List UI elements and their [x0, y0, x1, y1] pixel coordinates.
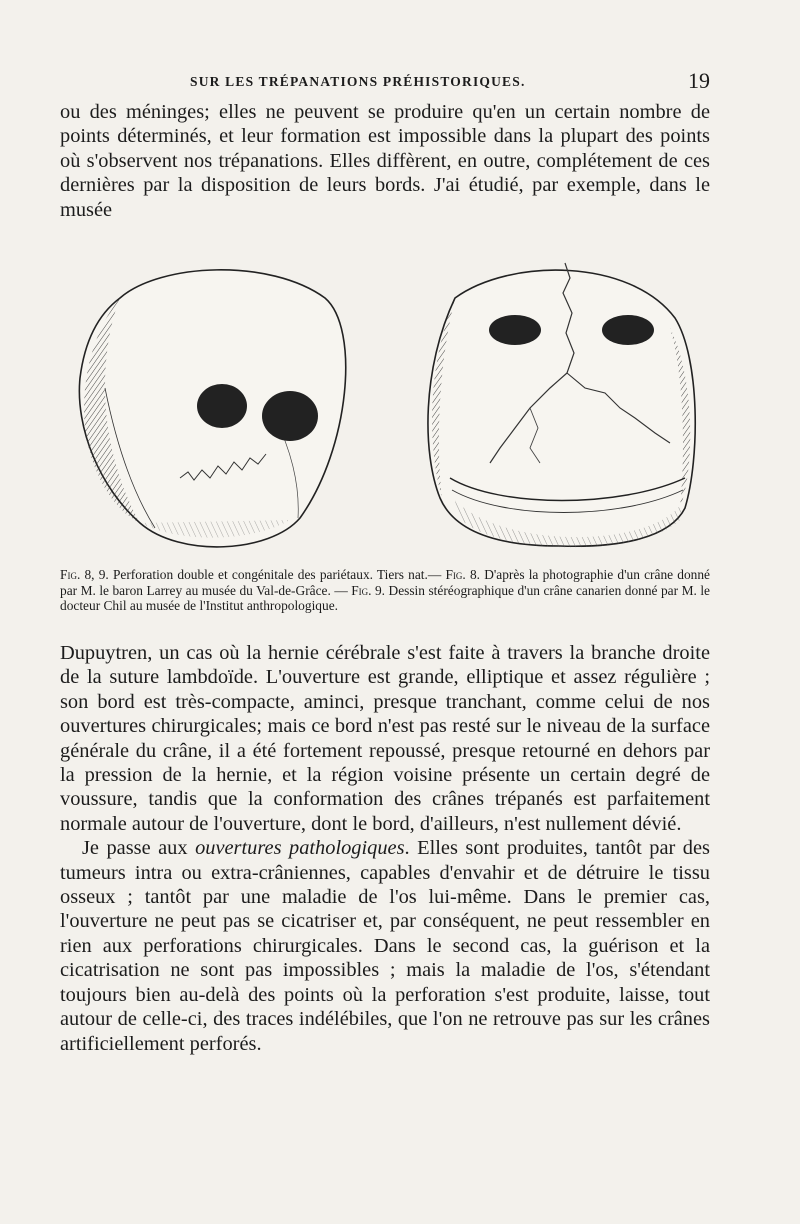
caption-fig8-label: Fig. 8.	[445, 567, 480, 582]
body-text-top	[60, 100, 710, 222]
caption-text: Perforation double et congénitale des pariétaux. Tiers nat.—	[108, 567, 446, 582]
figure-skulls	[60, 258, 710, 568]
running-title: SUR LES TRÉPANATIONS PRÉHISTORIQUES.	[190, 74, 526, 89]
paragraph-emphasis: ouvertures pathologiques	[195, 837, 405, 860]
perforation-left	[489, 315, 541, 345]
running-head	[60, 70, 710, 94]
paragraph-rest: . Elles sont produites, tantôt par des tumeurs intra ou extra-crâniennes, capables d'envahir et de détruire le tissu osseux ; tantôt par une maladie de l'os lui-même. Dans le premier cas, l'ouverture ne peut pas se cicatriser et, par conséquent, ne peut ressembler en rien aux perforations chirurgicales. Dans le second cas, la guérison et la cicatrisation ne sont pas impossibles ; mais la maladie de l'os, s'étendant toujours bien au-delà des points où la perforation s'est produite, laisse, tout autour de celle-ci, des traces indélébiles, que l'on ne retrouve pas sur les crânes artificiellement perforés.	[60, 837, 710, 1055]
caption-fig8-text: D'après la photographie d'un crâne donné par M. le baron Larrey au musée du Val-de-Grâce. —	[60, 567, 711, 598]
paragraph: Dupuytren, un cas où la hernie cérébrale s'est faite à travers la branche droite de la suture lambdoïde. L'ouverture est grande, elliptique et assez régulière ; son bord est très-compacte, aminci, presque tranchant, comme celui de nos ouvertures chirurgicales; mais ce bord n'est pas resté sur le niveau de la surface générale du crâne, il a été fortement repoussé, presque retourné en dehors par la pression de la hernie, et la région voisine présente un certain degré de voussure, tandis que la conformation des crânes trépanés est parfaitement normale autour de l'ouverture, dont le bord, d'ailleurs, n'est nullement dévié.	[60, 642, 710, 835]
figure-caption	[60, 567, 710, 614]
caption-fig-label: Fig. 8, 9.	[60, 567, 109, 582]
body-text-bottom	[60, 641, 710, 1056]
paragraph: ou des méninges; elles ne peuvent se produire qu'en un certain nombre de points déterminés, et leur formation est impossible dans la plupart des points où s'observent nos trépanations. Elles diffèrent, en outre, complétement de ces dernières par la disposition de leurs bords. J'ai étudié, par exemple, dans le musée	[60, 101, 710, 221]
perforation-left	[197, 384, 247, 428]
skull-fig8	[79, 270, 345, 547]
paragraph-start: Je passe aux	[82, 837, 196, 860]
skull-fig9	[428, 263, 695, 547]
page-number: 19	[688, 68, 710, 93]
paragraph	[60, 836, 710, 1056]
skull-illustrations	[60, 258, 710, 568]
perforation-right	[262, 391, 318, 441]
caption-fig9-label: Fig. 9.	[351, 582, 386, 598]
perforation-right	[602, 315, 654, 345]
caption-fig9-text: Dessin stéréographique d'un crâne canarien donné par M. le docteur Chil au musée de l'Institut anthropologique.	[60, 582, 710, 614]
